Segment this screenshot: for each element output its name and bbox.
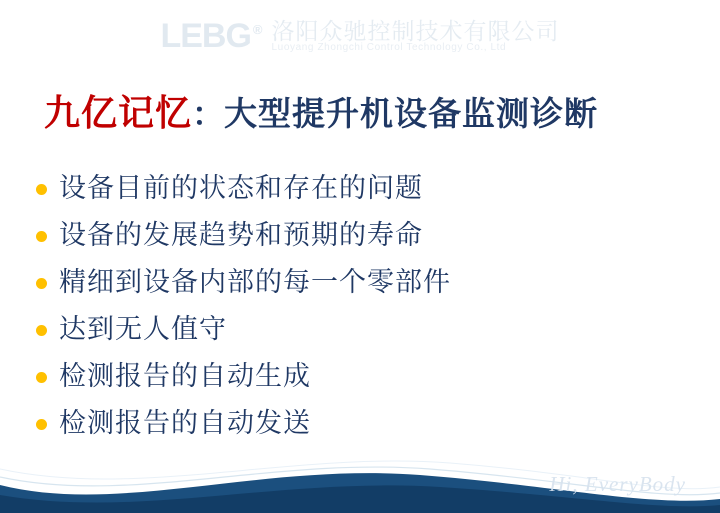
- list-item-label: 达到无人值守: [59, 314, 227, 345]
- list-item-label: 检测报告的自动生成: [59, 361, 311, 392]
- bullet-dot-icon: [36, 278, 47, 289]
- bullet-dot-icon: [36, 419, 47, 430]
- list-item-label: 设备目前的状态和存在的问题: [59, 173, 423, 204]
- list-item: [36, 172, 696, 206]
- list-item-label: 检测报告的自动发送: [59, 408, 311, 439]
- bullet-dot-icon: [36, 231, 47, 242]
- company-name-en: Luoyang Zhongchi Control Technology Co., Ltd: [271, 41, 507, 53]
- list-item-label: 精细到设备内部的每一个零部件: [59, 267, 451, 298]
- list-item: [36, 407, 696, 441]
- list-item: [36, 266, 696, 300]
- list-item: [36, 313, 696, 347]
- title-main: 大型提升机设备监测诊断: [224, 94, 599, 133]
- company-name-block: [272, 19, 560, 54]
- bullet-list: [36, 172, 696, 454]
- list-item: [36, 219, 696, 253]
- registered-trademark-icon: ®: [252, 22, 262, 38]
- lebg-logo-text: LEBG: [160, 16, 251, 55]
- bullet-dot-icon: [36, 184, 47, 195]
- footer-wave-graphic: [0, 455, 720, 513]
- footer-tagline: Hi, EveryBody: [549, 472, 686, 496]
- lebg-logo: [160, 17, 261, 56]
- company-name-cn: 洛阳众驰控制技术有限公司: [271, 17, 560, 44]
- title-separator: ：: [192, 95, 225, 133]
- list-item: [36, 360, 696, 394]
- company-watermark: [0, 10, 720, 62]
- list-item-label: 设备的发展趋势和预期的寿命: [59, 220, 423, 251]
- bullet-dot-icon: [36, 325, 47, 336]
- slide-title: [44, 85, 694, 136]
- title-highlight: 九亿记忆: [44, 93, 193, 134]
- footer-decoration: [0, 455, 720, 513]
- bullet-dot-icon: [36, 372, 47, 383]
